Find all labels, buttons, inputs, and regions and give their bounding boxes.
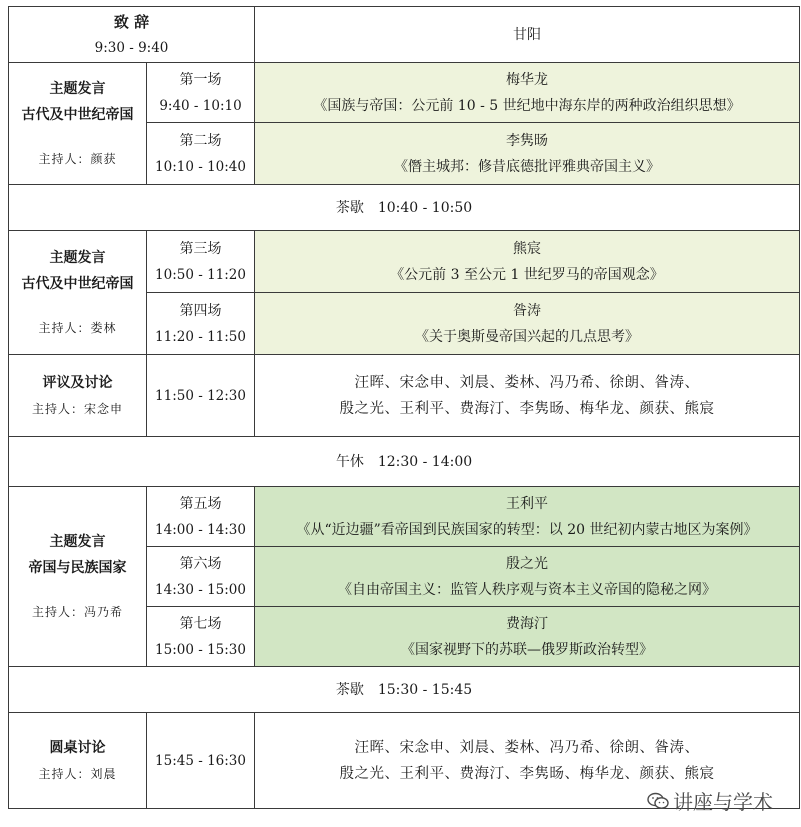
session-name: 第二场 [179, 132, 222, 149]
session-name: 第七场 [179, 615, 222, 632]
session-cell [147, 487, 255, 547]
talk-topic: 《从“近边疆”看帝国到民族国家的转型：以 20 世纪初内蒙古地区为案例》 [296, 521, 758, 538]
opening-time: 9:30 - 9:40 [94, 39, 169, 56]
opening-speaker: 甘阳 [255, 7, 800, 63]
session-cell [147, 123, 255, 185]
talk-cell [255, 63, 800, 123]
session-name: 第三场 [179, 240, 222, 257]
session-cell [147, 293, 255, 355]
break-row [9, 185, 800, 231]
block2-host: 主持人：娄林 [38, 320, 117, 335]
talk-topic: 《关于奥斯曼帝国兴起的几点思考》 [415, 328, 639, 345]
block1-label-cell [9, 63, 147, 185]
session-time: 9:40 - 10:10 [159, 97, 242, 114]
block1-host: 主持人：颜获 [38, 151, 117, 166]
session-row [9, 63, 800, 123]
watermark [647, 786, 773, 815]
discussion-names-cell [255, 355, 800, 437]
opening-cell [9, 7, 255, 63]
talk-topic: 《僭主城邦：修昔底德批评雅典帝国主义》 [394, 158, 660, 175]
session-cell [147, 547, 255, 607]
session-time: 11:20 - 11:50 [155, 328, 246, 345]
roundtable-time: 15:45 - 16:30 [147, 713, 255, 809]
break1-cell: 茶歇 10:40 - 10:50 [9, 185, 800, 231]
talk-speaker: 费海汀 [506, 615, 548, 632]
session-time: 14:30 - 15:00 [155, 581, 246, 598]
session-cell [147, 607, 255, 667]
session-time: 10:10 - 10:40 [155, 158, 246, 175]
block1-label: 主题发言 [49, 80, 106, 97]
block3-theme: 帝国与民族国家 [28, 559, 127, 576]
talk-topic: 《自由帝国主义：监管人秩序观与资本主义帝国的隐秘之网》 [338, 581, 716, 598]
talk-cell [255, 547, 800, 607]
talk-cell [255, 123, 800, 185]
session-row [9, 231, 800, 293]
discussion-host: 主持人：宋念申 [31, 401, 123, 416]
roundtable-names-1: 汪晖、宋念申、刘晨、娄林、冯乃希、徐朗、昝涛、 [354, 739, 700, 756]
break2-cell: 茶歇 15:30 - 15:45 [9, 667, 800, 713]
session-cell [147, 231, 255, 293]
block3-host: 主持人：冯乃希 [31, 604, 123, 619]
lunch-row [9, 437, 800, 487]
session-time: 14:00 - 14:30 [155, 521, 246, 538]
block1-theme: 古代及中世纪帝国 [21, 106, 134, 123]
talk-speaker: 李隽旸 [506, 132, 548, 149]
discussion-row [9, 355, 800, 437]
roundtable-label: 圆桌讨论 [49, 739, 106, 756]
talk-cell [255, 293, 800, 355]
session-time: 15:00 - 15:30 [155, 641, 246, 658]
opening-title: 致 辞 [113, 12, 150, 31]
talk-topic: 《公元前 3 至公元 1 世纪罗马的帝国观念》 [390, 266, 664, 283]
talk-cell [255, 231, 800, 293]
block3-label: 主题发言 [49, 533, 106, 550]
talk-topic: 《国族与帝国：公元前 10 - 5 世纪地中海东岸的两种政治组织思想》 [313, 97, 741, 114]
talk-speaker: 梅华龙 [506, 71, 548, 88]
roundtable-names-2: 殷之光、王利平、费海汀、李隽旸、梅华龙、颜获、熊宸 [339, 765, 715, 782]
session-row [9, 487, 800, 547]
break-row [9, 667, 800, 713]
talk-speaker: 王利平 [506, 495, 548, 512]
session-cell [147, 63, 255, 123]
wechat-icon [647, 792, 669, 810]
talk-speaker: 殷之光 [506, 555, 548, 572]
session-name: 第六场 [179, 555, 222, 572]
discussion-time: 11:50 - 12:30 [147, 355, 255, 437]
lunch-cell: 午休 12:30 - 14:00 [9, 437, 800, 487]
block2-label-cell [9, 231, 147, 355]
discussion-label-cell [9, 355, 147, 437]
talk-cell [255, 607, 800, 667]
session-name: 第四场 [179, 302, 222, 319]
block3-label-cell [9, 487, 147, 667]
talk-speaker: 熊宸 [513, 240, 541, 257]
discussion-names-1: 汪晖、宋念申、刘晨、娄林、冯乃希、徐朗、昝涛、 [354, 374, 700, 391]
discussion-names-2: 殷之光、王利平、费海汀、李隽旸、梅华龙、颜获、熊宸 [339, 400, 715, 417]
block2-theme: 古代及中世纪帝国 [21, 275, 134, 292]
watermark-text: 讲座与学术 [673, 790, 773, 814]
talk-cell [255, 487, 800, 547]
talk-topic: 《国家视野下的苏联—俄罗斯政治转型》 [401, 641, 653, 658]
opening-row [9, 7, 800, 63]
schedule-table [8, 6, 800, 809]
session-name: 第一场 [179, 71, 222, 88]
roundtable-label-cell [9, 713, 147, 809]
block2-label: 主题发言 [49, 249, 106, 266]
session-time: 10:50 - 11:20 [155, 266, 246, 283]
session-name: 第五场 [179, 495, 222, 512]
talk-speaker: 昝涛 [513, 302, 541, 319]
discussion-label: 评议及讨论 [42, 374, 113, 391]
roundtable-host: 主持人：刘晨 [38, 766, 117, 781]
